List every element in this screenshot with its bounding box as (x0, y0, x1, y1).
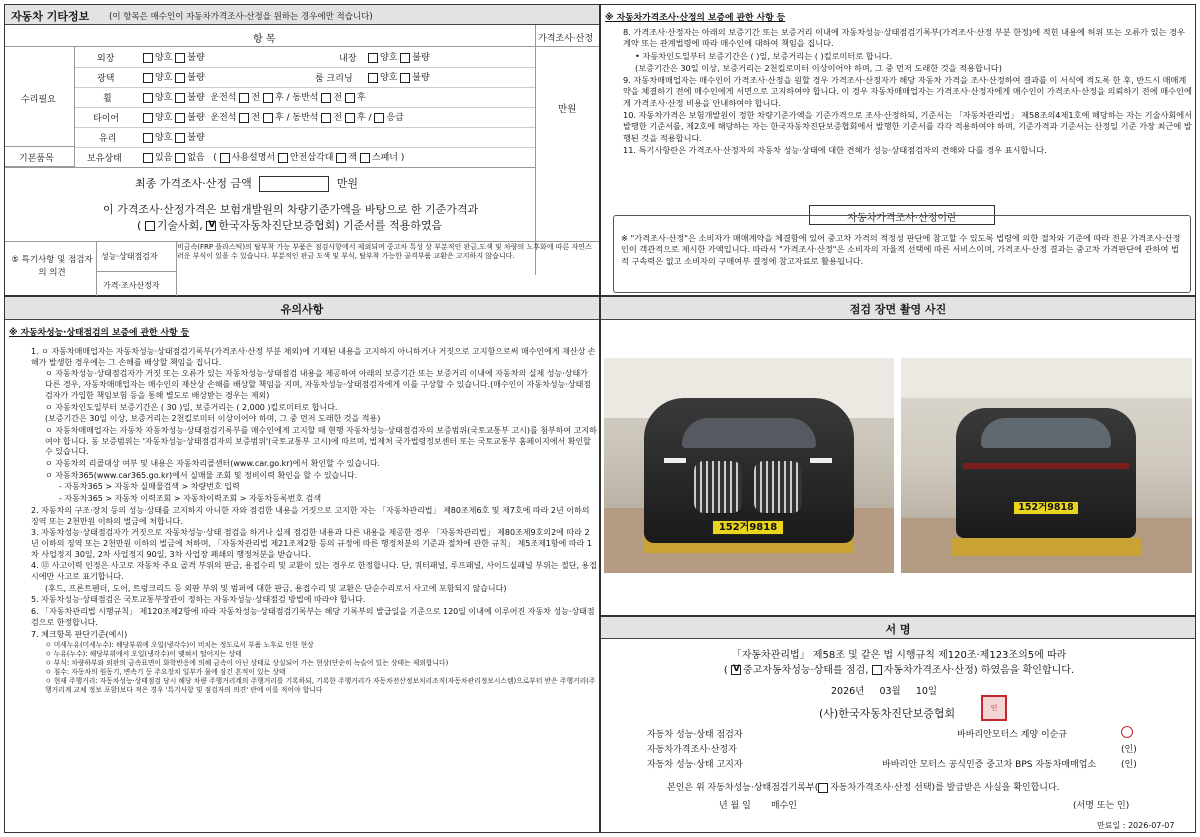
jack-label: 잭 (348, 153, 358, 163)
triangle-label: 안전삼각대 (289, 153, 334, 163)
tire-good-checkbox[interactable] (143, 113, 153, 123)
notes-title: ※ 자동차성능·상태점검의 보증에 관한 사항 등 (9, 328, 190, 338)
bad-label: 불량 (187, 73, 205, 83)
note-7d: ㅇ 침수: 자동차의 원동기, 변속기 등 주요장치 일부가 물에 잠긴 흔적이 있는 상태 (45, 668, 286, 677)
own-none-checkbox[interactable] (175, 153, 185, 163)
other-info-subtitle: (이 항목은 매수인이 자동차가격조사·산정을 원하는 경우에만 적습니다) (109, 12, 373, 22)
basic-items-label: 기본품목 (19, 154, 54, 164)
row-interior: 내장 (339, 54, 357, 64)
note-3: 3. 자동차성능·상태점검자가 거짓으로 자동차성능·상태 점검을 하거나 실제 점검한 내용과 다른 내용을 제공한 경우 「자동차관리법」 제80조제9호의2에 따라 2년 이하의 징역 또는 2천만원 이하의 벌금에 처하며, 「자동차관리법 제21조제2항 등의 규정에 따른 행정처분의 기준과 절차에 관한 규칙」 제5조제1항에 따라 1차 사업정지 30일, 2차 사업정지 90일, 3차 사업장 폐쇄의 행정처분을 받습니다. (31, 528, 592, 559)
basis-line: 이 가격조사·산정가격은 보험개발원의 차량기준가액을 바탕으로 한 기준가격과 (103, 203, 479, 216)
sign-price-label: 자동차가격조사·산정) 하였음을 확인합니다. (883, 665, 1075, 676)
own-have-checkbox[interactable] (143, 153, 153, 163)
sign-day: 10일 (915, 686, 938, 697)
row-exterior: 외장 (97, 54, 115, 64)
note-4: 4. ⑫ 사고이력 인정은 사고로 자동차 주요 골격 부위의 판금, 용접수리 및 교환이 있는 경우로 한정합니다. 단, 쿼터패널, 루프패널, 사이드실패널 부위는 절단, 용접 시에만 사고로 표기합니다. (31, 561, 597, 582)
other-info-header (5, 5, 599, 25)
good-label: 양호 (155, 73, 173, 83)
other-info-title: 자동차 기타정보 (11, 10, 90, 23)
sign-row-value: 바바리안모터스 계양 이순규 (957, 730, 1068, 740)
good-label: 양호 (155, 133, 173, 143)
inspector-seal-icon (1121, 726, 1133, 738)
perf-inspector-label: 성능·상태점검자 (101, 252, 158, 261)
special-remarks-label: ⑤ 특기사항 및 점검자의 의견 (11, 255, 93, 278)
note-1e: ㅇ 자동차매매업자는 자동차 자동차성능·상태점검기록부를 매수인에게 고지할 때 현행 자동차성능·상태점검자의 보증범위(국토교통부 고시)를 첨부하여 고지하여야 합니다. 동 보증범위는 '자동차성능·상태점검자의 보증범위'(국토교통부 고시)에 따르며, 법제처 국가법령정보센터 또는 국토교통부 홈페이지에서 확인할 수 있습니다. (45, 425, 597, 457)
rear-label: 후 (356, 113, 366, 123)
confirm-text-b: 자동차가격조사·산정 선택)를 발급받은 사실을 확인합니다. (830, 783, 1060, 793)
note-7a: ㅇ 미세누유(미세누수): 해당부위에 오일(냉각수)이 비치는 정도로서 부품 노후로 인한 현상 (45, 641, 314, 650)
wheel-pass-front-checkbox[interactable] (321, 93, 331, 103)
sign-price-checkbox[interactable] (872, 665, 882, 675)
sign-row-dealer (647, 757, 1147, 772)
note-4b: (후드, 프론트펜더, 도어, 트렁크리드 등 외판 부위 및 범퍼에 대한 판금, 용접수리 및 교환은 단순수리로서 사고에 포함되지 않습니다) (45, 583, 507, 593)
tire-bad-checkbox[interactable] (175, 113, 185, 123)
emergency-label: 응급 (386, 113, 404, 123)
gloss-bad-checkbox[interactable] (175, 73, 185, 83)
photos-section (600, 296, 1196, 616)
good-label: 양호 (380, 73, 398, 83)
room-good-checkbox[interactable] (368, 73, 378, 83)
tire-emergency-checkbox[interactable] (374, 113, 384, 123)
rear-car-photo (901, 358, 1192, 573)
final-price-unit: 만원 (336, 177, 359, 190)
note-1f: ㅇ 자동차의 리콜대상 여부 및 내용은 자동차리콜센터(www.car.go.kr)에서 확인할 수 있습니다. (45, 459, 381, 469)
price-unit-label: 만원 (558, 104, 577, 115)
basis-kadia-checkbox[interactable] (206, 221, 216, 231)
confirm-text-a: 본인은 위 자동차성능·상태점검기록부( (667, 783, 819, 793)
clause-9: 9. 자동차매매업자는 매수인이 가격조사·산정을 원할 경우 가격조사·산정자가 해당 자동차 가격을 조사·산정하여 결과를 이 서식에 적도록 한 후, 반드시 매매계약을 체결하기 전에 매수인에게 서면으로 고지하여야 합니다. 이 경우 자동차매매업자는 가격조사·산정자에게 매수인이 가격조사·산정을 의뢰하기 전에 매수인에게 가격조사·산정 비용을 안내하여야 합니다. (623, 75, 1192, 108)
front-label: 전 (251, 113, 261, 123)
wheel-good-checkbox[interactable] (143, 93, 153, 103)
buyer-date-line: 년 월 일 (719, 801, 751, 811)
manual-label: 사용설명서 (231, 153, 276, 163)
note-1a: 1. ㅇ 자동차매매업자는 자동차성능·상태점검기록부(가격조사·산정 부분 제외)에 기재된 내용을 고지하지 아니하거나 거짓으로 고지함으로써 매수인에게 재산상 손해가 발생한 경우에는 그 손해를 배상할 책임을 집니다. (31, 347, 596, 367)
tire-driver-rear-checkbox[interactable] (263, 113, 273, 123)
other-info-colhead (5, 25, 599, 47)
triangle-checkbox[interactable] (278, 153, 288, 163)
clause-8-period: • 자동차인도일부터 보증기간은 ( )일, 보증거리는 ( )킬로미터로 합니다. (635, 50, 893, 61)
tire-pass-front-checkbox[interactable] (321, 113, 331, 123)
sign-month: 03월 (879, 686, 901, 697)
bad-label: 불량 (187, 113, 205, 123)
manual-checkbox[interactable] (220, 153, 230, 163)
passenger-label: 동반석 (292, 93, 319, 103)
row-glass: 유리 (99, 134, 117, 144)
note-1g: ㅇ 자동차365(www.car365.go.kr)에서 실매물 조회 및 정비이력 확인을 할 수 있습니다. (45, 470, 358, 480)
wheel-pass-rear-checkbox[interactable] (345, 93, 355, 103)
basis-kadia-label: 한국자동차진단보증협회) 기준서를 적용하였음 (218, 219, 443, 232)
tire-driver-front-checkbox[interactable] (239, 113, 249, 123)
passenger-label: 동반석 (292, 113, 319, 123)
price-inspector-label: 가격·조사산정자 (103, 281, 160, 290)
perf-inspector-opinion: 비금속(FRP 플라스틱)의 탈부착 가능 부품은 점검사항에서 제외되며 중고차 특성 상 부분적인 판금,도색 및 차량의 노후화에 따른 자연스러운 부식이 있을 수 있습니다. 부분적인 판금 도색 및 부식, 탈부착 가능한 골격부품 교환은 고지하지 않습니다. (177, 243, 592, 260)
note-1i: - 자동차365 > 자동차 이력조회 > 자동차이력조회 > 자동차등록번호 검색 (59, 494, 322, 504)
exterior-good-checkbox[interactable] (143, 53, 153, 63)
sign-row-label: 자동차가격조사·산정자 (647, 745, 737, 755)
exterior-bad-checkbox[interactable] (175, 53, 185, 63)
rear-label: 후 (274, 113, 284, 123)
basis-tech-checkbox[interactable] (145, 221, 155, 231)
organization-seal: 인 (981, 695, 1007, 721)
sign-row-sign: (인) (1121, 745, 1137, 755)
price-definition-text: ※ "가격조사·산정"은 소비자가 매매계약을 체결함에 있어 중고차 가격의 적정성 판단에 참고할 수 있도록 법령에 의한 절차와 기준에 따라 전문 가격조사·산정인이 객관적으로 제시한 가액입니다. 따라서 "가격조사·산정"은 소비자의 자율적 선택에 따른 서비스이며, 가격조사·산정 결과는 중고차 가격판단에 관하여 법적 구속력은 없고 소비자의 구매여부 결정에 참고자료로 활용됩니다. (621, 233, 1181, 266)
photos-header: 점검 장면 촬영 사진 (601, 297, 1195, 320)
sign-row-label: 자동차 성능·상태 점검자 (647, 730, 743, 740)
clause-8: 8. 가격조사·산정자는 아래의 보증기간 또는 보증거리 이내에 자동차성능·상태점검기록부(가격조사·산정 부분 한정)에 적힌 내용에 허위 또는 오류가 있는 경우 계약 또는 관계법령에 따라 매수인에 대하여 책임을 집니다. (623, 27, 1185, 49)
wheel-bad-checkbox[interactable] (175, 93, 185, 103)
note-7c: ㅇ 부식: 차량하부와 외판의 금속표면이 화학반응에 의해 금속이 아닌 상태로 상실되어 가는 현상(단순히 녹슬어 있는 상태는 제외합니다) (45, 659, 449, 668)
col-item-label: 항 목 (253, 34, 276, 45)
repair-rows: 외장 양호 불량 내장 양호 불량 광택 양호 불량 룸 크리닝 양호 불량 휠 양호 불량 운전석 전 후 / 동반석 전 후 타이어 양호 불량 운전석 전 후 / 동반석 전 후 / 응급 유리 양호 불량 보유상태 있음 없음 ( 사용설명서 안전삼각대 잭 스패너 ) (75, 47, 535, 167)
have-label: 있음 (155, 153, 173, 163)
none-label: 없음 (187, 153, 205, 163)
clause-10: 10. 자동차가격은 보험개발원이 정한 차량기준가액을 기준가격으로 조사·산정하되, 기준서는 「자동차관리법」 제58조의4제1호에 해당하는 자는 기술사회에서 발행한 기준서를, 제2호에 해당하는 자는 한국자동차진단보증협회에서 발행한 기준서를 각각 적용하여야 하며, 기준가격과 기준서는 산정일 기준 가장 최근에 발행된 것을 적용합니다. (623, 110, 1193, 143)
note-6: 6. 「자동차관리법 시행규칙」 제120조제2항에 따라 자동차성능·상태점검기록부는 해당 기록부의 발급일을 기준으로 120일 이내에 이루어진 자동차 성능·상태점검으로 한정합니다. (31, 607, 595, 627)
room-bad-checkbox[interactable] (400, 73, 410, 83)
note-1c: ㅇ 자동차인도일부터 보증기간은 ( 30 )일, 보증거리는 ( 2,000 )킬로미터로 합니다. (45, 402, 338, 412)
final-price-label: 최종 가격조사·산정 금액 (135, 177, 252, 190)
sign-row-value: 바바리안 모터스 공식인증 중고차 BPS 자동차매매업소 (882, 760, 1097, 770)
rear-plate: 152거9818 (1013, 501, 1079, 515)
note-7: 7. 체크항목 판단기준(예시) (31, 629, 128, 639)
bad-label: 불량 (412, 73, 430, 83)
good-label: 양호 (155, 93, 173, 103)
note-7e: ㅇ 현재 주행거리: 자동차성능·상태점검 당시 해당 차량 주행거리계의 주행거리를 기록하되, 기록한 주행거리가 자동차전산정보처리조직(자동차관리정보시스템)으로부터 받은 주행거리(주행거리계 교체 정보 포함)보다 적은 경우 '특기사항 및 점검자의 의견' 란에 이를 적어야 합니다 (45, 677, 596, 695)
good-label: 양호 (380, 53, 398, 63)
bad-label: 불량 (187, 133, 205, 143)
sign-row-price (647, 742, 1147, 757)
signature-section: 서 명 「자동차관리법」 제58조 및 같은 법 시행규칙 제120조·제123조의5에 따라 ( V중고자동차성능·상태를 점검, 자동차가격조사·산정) 하였음을 확인합니다. 2026년 03월 10일 (사)한국자동차진단보증협회 인 자동차 성능·상태 점검자 바바리안모터스 계양 이순규 자동차가격조사·산정자 (인) 자동차 성능·상태 고지자 바바리안 모터스 공식인증 중고차 BPS 자동차매매업소 (인) 본인은 위 자동차성능·상태점검기록부( 자동차가격조사·산정 선택)를 발급받은 사실을 확인합니다. 년 월 일 매수인 (서명 또는 인) 만료일 : 2026-07-07 (600, 616, 1196, 833)
row-gloss: 광택 (97, 74, 115, 84)
price-definition-title: 자동차가격조사·산정이란 (809, 205, 995, 225)
repair-label: 수리필요 (21, 95, 56, 105)
notes-header: 유의사항 (5, 297, 599, 320)
other-info-section: 자동차 기타정보 (이 항목은 매수인이 자동차가격조사·산정을 원하는 경우에만 적습니다) 항 목 가격조사·산정 수리필요 기본품목 외장 양호 불량 내장 양호 불량 광택 양호 불량 룸 크리닝 양호 불량 휠 양호 불량 운전석 전 후 / 동반석 전 후 타이어 양호 불량 운전석 전 후 / 동반석 전 후 / 응급 유리 양호 불량 보유상태 있음 없음 ( 사용설명서 안전삼각대 잭 스패너 ) 만원 최종 가격조사·산정 금액 만원 이 가격조사·산정가격은 보험개발원의 차량기준가액을 바탕으로 한 기준가격과 ( 기술사회, V 한국자동차진단보증협회) 기준서를 적용하였음 ⑤ 특기사항 및 점검자의 의견 성능·상태점검자 비금속(FRP 플라스틱)의 탈부착 가능 부품은 점검사항에서 제외되며 중고차 특성 상 부분적인 판금,도색 및 차량의 노후화에 따른 자연스러운 부식이 있을 수 있습니다. 부분적인 판금 도색 및 부식, 탈부착 가능한 골격부품 교환은 고지하지 않습니다. 가격·조사산정자 (4, 4, 600, 296)
rear-label: 후 (274, 93, 284, 103)
note-1b: ㅇ 자동차성능·상태점검자가 거짓 또는 오류가 있는 자동차성능·상태점검 내용을 제공하여 아래의 보증기간 또는 보증거리 이내에 자동차의 실제 성능·상태가 다른 경우, 자동차매매업자는 매수인의 재산상 손해를 배상할 책임을 지며, 자동차성능·상태점검자에게 이를 구상할 수 있습니다.(매수인이 자동차성능·상태점검자가 가입한 책임보험 등을 통해 별도로 배상받는 경우는 제외) (45, 369, 592, 400)
spanner-checkbox[interactable] (360, 153, 370, 163)
sign-year: 2026년 (831, 686, 865, 697)
basis-tech-label: 기술사회, (156, 219, 203, 232)
sign-row-sign: (인) (1121, 760, 1137, 770)
buyer-label: 매수인 (770, 801, 797, 811)
wheel-driver-rear-checkbox[interactable] (263, 93, 273, 103)
glass-bad-checkbox[interactable] (175, 133, 185, 143)
front-car-photo (604, 358, 894, 573)
bad-label: 불량 (412, 53, 430, 63)
note-1h: - 자동차365 > 자동차 실매물검색 > 차량번호 입력 (59, 482, 240, 492)
signature-header: 서 명 (601, 617, 1195, 639)
signature-law-line: 「자동차관리법」 제58조 및 같은 법 시행규칙 제120조·제123조의5에 따라 (731, 650, 1067, 661)
sign-perf-checkbox[interactable] (731, 665, 741, 675)
confirm-price-checkbox[interactable] (818, 783, 828, 793)
glass-good-checkbox[interactable] (143, 133, 153, 143)
bad-label: 불량 (187, 93, 205, 103)
clause-11: 11. 특기사항란은 가격조사·산정자의 자동차 성능·상태에 대한 견해가 성능·상태점검자의 견해와 다를 경우 표시합니다. (623, 144, 1047, 155)
notes-section (4, 296, 600, 833)
bad-label: 불량 (187, 53, 205, 63)
sign-row-inspector (647, 727, 1147, 742)
clause-8-note: (보증기간은 30일 이상, 보증거리는 2천킬로미터 이상이어야 하며, 그 중 먼저 도래한 것을 적용합니다) (635, 62, 1002, 73)
sign-perf-label: 중고자동차성능·상태를 점검, (742, 665, 869, 676)
col-price-label: 가격조사·산정 (538, 34, 594, 44)
buyer-sign-label[interactable]: (서명 또는 인) (1073, 801, 1130, 811)
rear-label: 후 (356, 93, 366, 103)
front-label: 전 (333, 113, 343, 123)
note-2: 2. 자동차의 구조·장치 등의 성능·상태를 고지하지 아니한 자와 점검한 내용을 거짓으로 고지한 자는 「자동차관리법」 제80조제6호 및 제7호에 따라 2년 이하의 징역 또는 2천만원 이하의 벌금에 처합니다. (31, 505, 590, 526)
row-tire: 타이어 (93, 114, 120, 124)
driver-label: 운전석 (210, 113, 237, 123)
sign-row-label: 자동차 성능·상태 고지자 (647, 760, 743, 770)
row-ownership: 보유상태 (87, 154, 122, 164)
jack-checkbox[interactable] (336, 153, 346, 163)
price-guarantee-title: ※ 자동차가격조사·산정의 보증에 관한 사항 등 (605, 13, 786, 23)
interior-bad-checkbox[interactable] (400, 53, 410, 63)
good-label: 양호 (155, 53, 173, 63)
note-1d: (보증기간은 30일 이상, 보증거리는 2천킬로미터 이상이어야 하며, 그 중 먼저 도래한 것을 적용) (45, 414, 381, 424)
front-label: 전 (251, 93, 261, 103)
row-wheel: 휠 (103, 94, 112, 104)
wheel-driver-front-checkbox[interactable] (239, 93, 249, 103)
spanner-label: 스패너 (371, 153, 399, 163)
front-label: 전 (333, 93, 343, 103)
expiry-footer: 만료일 : 2026-07-07 (1097, 821, 1175, 830)
tire-pass-rear-checkbox[interactable] (345, 113, 355, 123)
final-price-input[interactable] (259, 176, 329, 192)
gloss-good-checkbox[interactable] (143, 73, 153, 83)
row-room-cleaning: 룸 크리닝 (315, 74, 353, 84)
note-7b: ㅇ 누유(누수): 해당부위에서 오일(냉각수)이 맺혀서 떨어지는 상태 (45, 650, 242, 659)
front-plate: 152거9818 (712, 520, 784, 535)
note-5: 5. 자동차성능·상태점검은 국토교통부장관이 정하는 자동차성능·상태점검 방법에 따라야 합니다. (31, 595, 366, 605)
price-guarantee-section (600, 4, 1196, 296)
interior-good-checkbox[interactable] (368, 53, 378, 63)
sign-organization: (사)한국자동차진단보증협회 (819, 707, 956, 720)
good-label: 양호 (155, 113, 173, 123)
driver-label: 운전석 (210, 93, 237, 103)
